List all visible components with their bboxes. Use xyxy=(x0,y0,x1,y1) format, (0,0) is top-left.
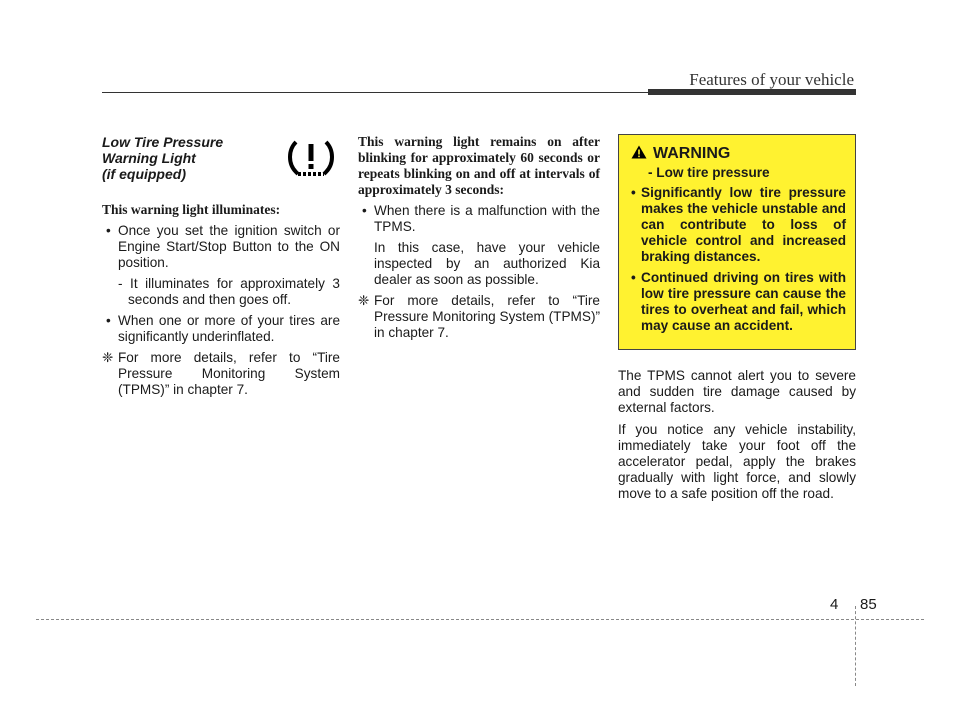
bullet-item: • Once you set the ignition switch or Engine Start/Stop Button to the ON position. xyxy=(102,223,340,271)
lead-text: This warning light remains on after blinking for approximately 60 seconds or repeats blinking on and off at intervals of approximately 3 seconds: xyxy=(358,134,600,197)
header-bar xyxy=(648,89,856,95)
column-left xyxy=(102,134,340,398)
bullet-item: • When there is a malfunction with the TPMS. xyxy=(358,203,600,235)
page-number: 85 xyxy=(860,596,877,613)
reference-mark-icon: ❈ xyxy=(358,293,370,308)
reference-note: ❈ For more details, refer to “Tire Pressure Monitoring System (TPMS)” in chapter 7. xyxy=(358,293,600,340)
warning-box xyxy=(618,134,856,350)
header-title: Features of your vehicle xyxy=(689,70,854,89)
footer-divider xyxy=(855,606,856,686)
column-right xyxy=(618,368,856,502)
lead-text: This warning light illuminates: xyxy=(102,202,281,217)
warning-list xyxy=(631,185,846,339)
column-middle xyxy=(358,134,600,341)
reference-mark-icon: ❈ xyxy=(102,350,114,365)
warning-subtitle: - Low tire pressure xyxy=(648,165,770,180)
warning-item: • Continued driving on tires with low tire pressure can cause the tires to overheat and fail, which may cause an accident. xyxy=(631,270,846,334)
warning-title: WARNING xyxy=(631,145,730,163)
footer-rule xyxy=(36,619,924,620)
paragraph: In this case, have your vehicle inspected by an authorized Kia dealer as soon as possible. xyxy=(374,240,600,287)
chapter-number: 4 xyxy=(830,596,839,613)
section-heading: Low Tire Pressure Warning Light (if equipped) xyxy=(102,134,224,182)
bullet-item: • When one or more of your tires are significantly underinflated. xyxy=(102,313,340,345)
paragraph: The TPMS cannot alert you to severe and sudden tire damage caused by external factors. xyxy=(618,368,856,415)
paragraph: If you notice any vehicle instability, immediately take your foot off the accelerator pedal, apply the brakes gradually with light force, and slowly move to a safe position off the road. xyxy=(618,422,856,501)
warning-triangle-icon xyxy=(631,145,647,159)
sub-item: - It illuminates for approximately 3 seconds and then goes off. xyxy=(118,276,340,307)
tpms-warning-icon xyxy=(282,134,340,180)
warning-item: • Significantly low tire pressure makes the vehicle unstable and can contribute to loss of vehicle control and increased braking distances. xyxy=(631,185,846,265)
reference-note: ❈ For more details, refer to “Tire Pressure Monitoring System (TPMS)” in chapter 7. xyxy=(102,350,340,397)
